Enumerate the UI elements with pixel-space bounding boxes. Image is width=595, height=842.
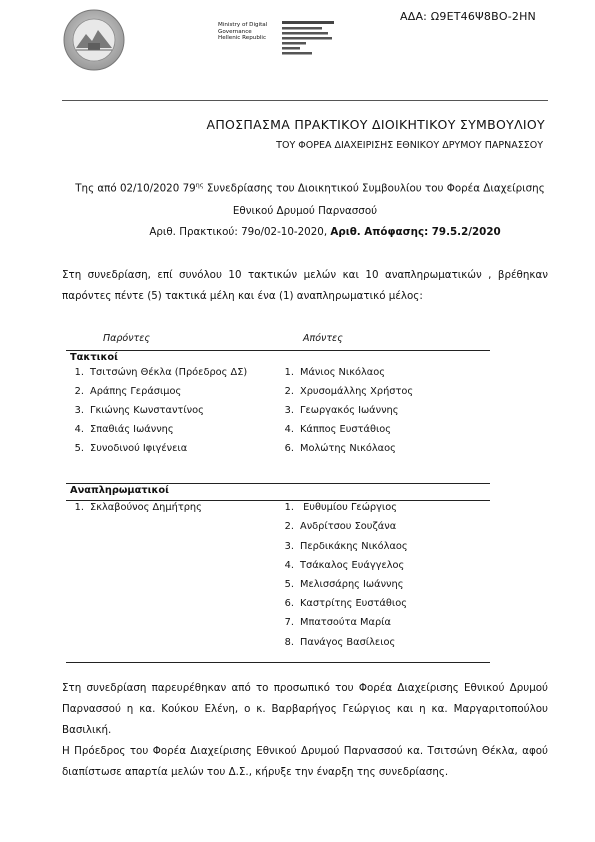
item-number: 6. [284, 443, 294, 454]
item-number: 1. [74, 502, 84, 513]
list-item [272, 598, 407, 609]
member-name: Συνοδινού Ιφιγένεια [90, 443, 188, 454]
list-item [62, 386, 181, 397]
member-name: Μελισσάρης Ιωάννης [300, 579, 404, 590]
member-name: Περδικάκης Νικόλαος [300, 541, 408, 552]
ministry-label [218, 22, 267, 42]
list-item [272, 617, 391, 628]
member-name: Κάππος Ευστάθιος [300, 424, 392, 435]
regular-members-heading: Τακτικοί [70, 352, 118, 363]
member-name: Χρυσομάλλης Χρήστος [300, 386, 414, 397]
member-name: Ανδρίτσου Σουζάνα [300, 521, 397, 532]
item-number: 6. [284, 598, 294, 609]
session-line-3 [80, 226, 570, 238]
item-number: 1. [284, 502, 294, 513]
member-name: Γεωργακός Ιωάννης [300, 405, 399, 416]
absent-column-header: Απόντες [303, 333, 343, 344]
item-number: 3. [284, 405, 294, 416]
session-line-1 [40, 181, 580, 194]
ada-code: ΑΔΑ: Ω9ΕΤ46Ψ8ΒΟ-2ΗΝ [400, 10, 536, 23]
item-number: 3. [284, 541, 294, 552]
list-item [272, 637, 395, 648]
list-item [272, 502, 397, 513]
item-number: 4. [284, 424, 294, 435]
member-name: Καστρίτης Ευστάθιος [300, 598, 407, 609]
list-item [272, 443, 396, 454]
list-item [62, 367, 247, 378]
member-name: Μπατσούτα Μαρία [300, 617, 391, 628]
item-number: 2. [284, 521, 294, 532]
list-item [62, 502, 202, 513]
list-item [272, 521, 396, 532]
item-number: 2. [284, 386, 294, 397]
digital-signature-icon [282, 20, 342, 56]
intro-paragraph: Στη συνεδρίαση, επί συνόλου 10 τακτικών μελών και 10 αναπληρωματικών , βρέθηκαν παρόντες πέντε (5) τακτικά μέλη και ένα (1) αναπληρωματικό μέλος: [62, 269, 548, 302]
list-item [272, 541, 408, 552]
closing-paragraphs [62, 678, 548, 783]
member-name: Τσιτσώνη Θέκλα (Πρόεδρος ΔΣ) [90, 367, 248, 378]
member-name: Πανάγος Βασίλειος [300, 637, 396, 648]
session-body-text: Συνεδρίασης του Διοικητικού Συμβουλίου του Φορέα Διαχείρισης [203, 182, 545, 195]
minutes-number: Αριθ. Πρακτικού: 79ο/02-10-2020, [149, 226, 331, 238]
list-item [272, 405, 399, 416]
ministry-line: Governance [218, 28, 252, 35]
present-column-header: Παρόντες [103, 333, 150, 344]
staff-attendance-paragraph: Στη συνεδρίαση παρευρέθηκαν από το προσωπικό του Φορέα Διαχείρισης Εθνικού Δρυμού Παρνασσού η κα. Κούκου Ελένη, ο κ. Βαρβαρήγος Γεώργιος και η κα. Μαργαριτοπούλου Βασιλική. [62, 682, 548, 736]
organization-seal-icon [62, 8, 126, 72]
item-number: 3. [74, 405, 84, 416]
item-number: 4. [74, 424, 84, 435]
item-number: 4. [284, 560, 294, 571]
document-subtitle: ΤΟΥ ΦΟΡΕΑ ΔΙΑΧΕΙΡΙΣΗΣ ΕΘΝΙΚΟΥ ΔΡΥΜΟΥ ΠΑΡΝΑΣΣΟΥ [276, 140, 543, 151]
list-item [272, 367, 385, 378]
ministry-line: Ministry of Digital [218, 22, 268, 28]
item-number: 1. [74, 367, 84, 378]
session-line-2: Εθνικού Δρυμού Παρνασσού [232, 205, 378, 217]
member-name: Γκιώνης Κωνσταντίνος [90, 405, 204, 416]
item-number: 5. [74, 443, 84, 454]
substitute-members-heading: Αναπληρωματικοί [70, 485, 169, 496]
decision-number: Αριθ. Απόφασης: 79.5.2/2020 [330, 226, 501, 238]
item-number: 1. [284, 367, 294, 378]
ministry-line: Hellenic Republic [218, 35, 267, 42]
list-item [272, 386, 413, 397]
member-name: Σκλαβούνος Δημήτρης [90, 502, 202, 513]
list-item [62, 424, 174, 435]
list-item [272, 579, 403, 590]
member-name: Μάνιος Νικόλαος [300, 367, 385, 378]
item-number: 2. [74, 386, 84, 397]
member-name: Μολώτης Νικόλαος [300, 443, 396, 454]
ordinal-superscript: ης [195, 181, 204, 189]
member-name: Ευθυμίου Γεώργιος [300, 502, 397, 513]
list-item [62, 405, 204, 416]
table-divider [66, 350, 490, 351]
item-number: 5. [284, 579, 294, 590]
session-date-text: Της από 02/10/2020 79 [75, 182, 196, 195]
list-item [272, 424, 391, 435]
member-name: Τσάκαλος Ευάγγελος [300, 560, 405, 571]
list-item [62, 443, 187, 454]
document-title: ΑΠΟΣΠΑΣΜΑ ΠΡΑΚΤΙΚΟΥ ΔΙΟΙΚΗΤΙΚΟΥ ΣΥΜΒΟΥΛΙΟΥ [206, 117, 545, 132]
table-bottom-divider [66, 662, 490, 663]
item-number: 8. [284, 637, 294, 648]
member-name: Αράπης Γεράσιμος [90, 386, 182, 397]
header-divider [62, 100, 548, 101]
list-item [272, 560, 404, 571]
digital-signature-block [282, 20, 352, 57]
quorum-paragraph: Η Πρόεδρος του Φορέα Διαχείρισης Εθνικού Δρυμού Παρνασσού κα. Τσιτσώνη Θέκλα, αφού διαπίστωσε απαρτία μελών του Δ.Σ., κήρυξε την έναρξη της συνεδρίασης. [62, 745, 548, 778]
member-name: Σπαθιάς Ιωάννης [90, 424, 174, 435]
item-number: 7. [284, 617, 294, 628]
